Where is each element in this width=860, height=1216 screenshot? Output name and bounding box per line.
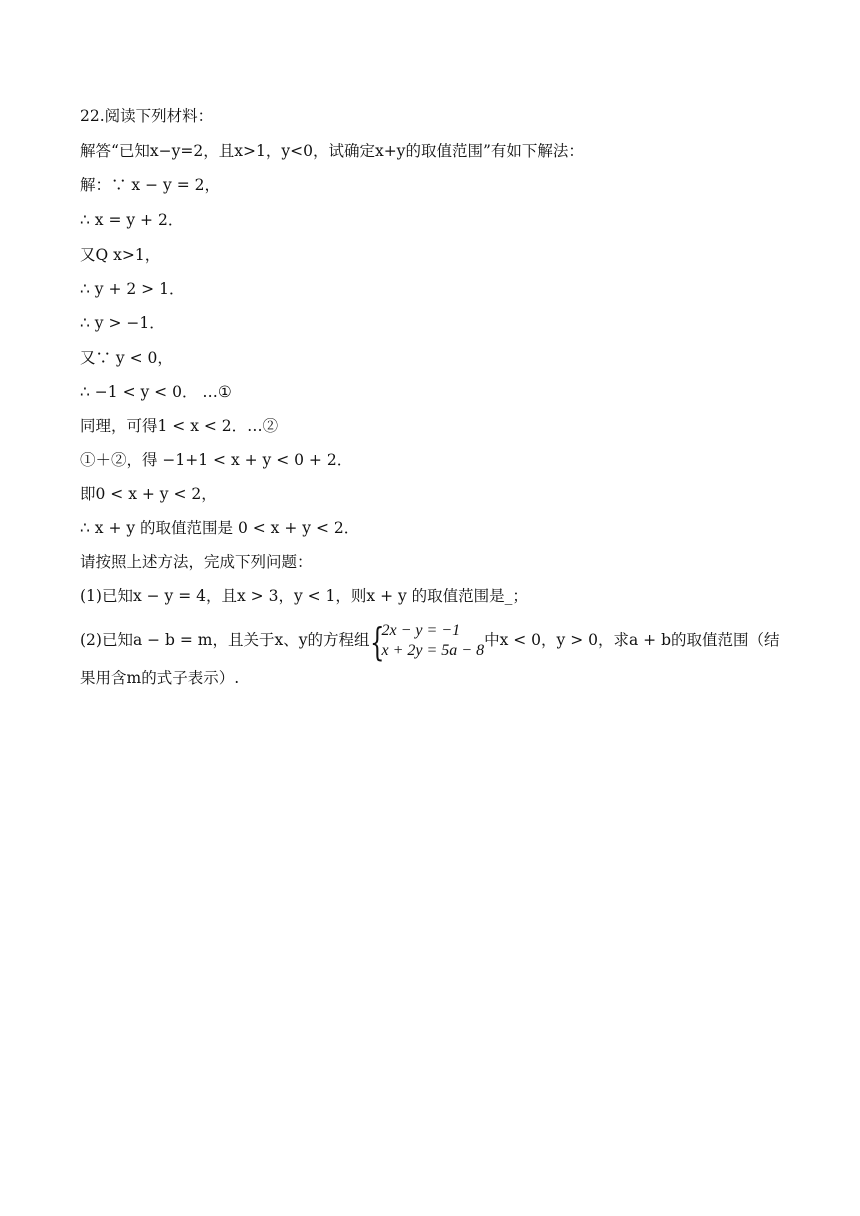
solution-step-10: 即0 < x + y < 2， (80, 485, 217, 503)
equation-system (369, 620, 485, 664)
solution-step-3: 又Q x>1， (80, 246, 161, 264)
solution-step-5: ∴ y > −1． (80, 314, 165, 332)
question-1: (1)已知x − y = 4，且x > 3，y < 1，则x + y 的取值范围是_； (80, 587, 528, 605)
question-2-line-2: 果用含m的式子表示）. (80, 669, 240, 687)
question-2-line-1 (80, 618, 780, 662)
problem-intro: 解答“已知x−y=2，且x>1，y<0，试确定x+y的取值范围”有如下解法： (80, 142, 584, 160)
problem-title: 22.阅读下列材料： (80, 107, 214, 125)
equation-1: 2x − y = −1 (381, 622, 461, 639)
solution-step-9: ①＋②，得 −1+1 < x + y < 0 + 2． (80, 451, 353, 469)
solution-step-8: 同理，可得1 < x < 2．…② (80, 417, 279, 435)
solution-step-6: 又∵ y < 0， (80, 349, 173, 367)
equation-2: x + 2y = 5a − 8 (381, 642, 485, 659)
instruction-text: 请按照上述方法，完成下列问题： (80, 553, 313, 571)
question-2-after: 中x < 0，y > 0，求a + b的取值范围（结 (484, 631, 780, 649)
solution-step-4: ∴ y + 2 > 1． (80, 280, 185, 298)
solution-step-7: ∴ −1 < y < 0． …① (80, 383, 232, 401)
solution-step-2: ∴ x = y + 2． (80, 211, 184, 229)
solution-step-11: ∴ x + y 的取值范围是 0 < x + y < 2． (80, 519, 360, 537)
solution-step-1: 解：∵ x − y = 2， (80, 176, 220, 194)
brace-symbol: { (369, 620, 385, 664)
question-2-before: (2)已知a − b = m，且关于x、y的方程组 (80, 631, 370, 649)
